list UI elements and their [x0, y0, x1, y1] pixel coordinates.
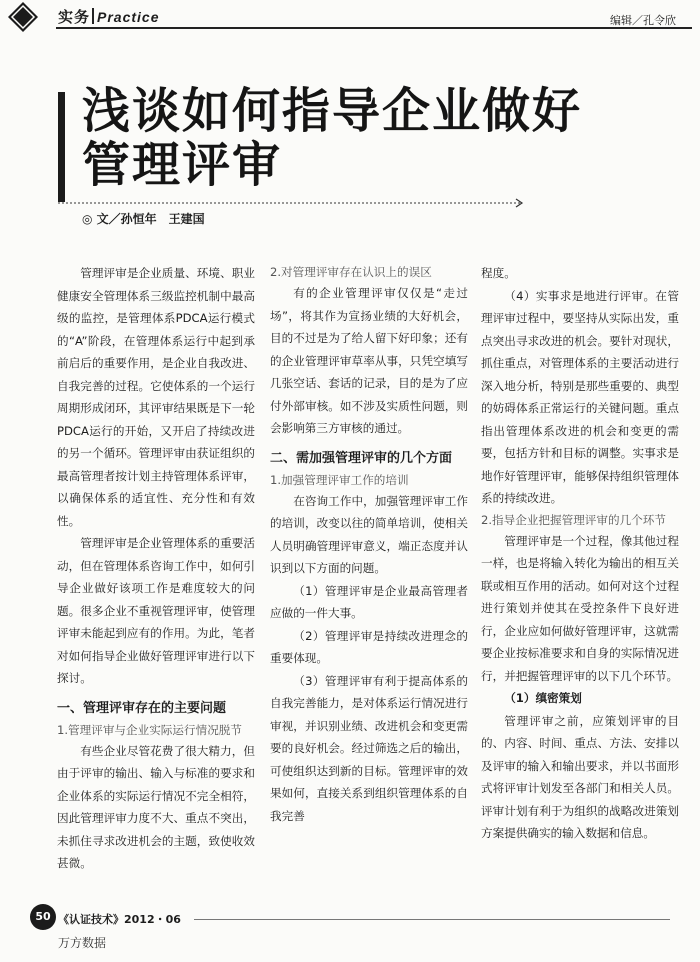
- title-accent-bar: [58, 92, 65, 202]
- section-label-en: Practice: [97, 9, 160, 25]
- paragraph: 有些企业尽管花费了很大精力，但由于评审的输出、输入与标准的要求和企业体系的实际运行情况不完全相符，因此管理评审力度不大、重点不突出，未抓住寻求改进机会的主题，致使收效甚微。: [57, 743, 255, 870]
- byline: ◎ 文／孙恒年 王建国: [82, 212, 205, 226]
- paragraph: 程度。: [481, 266, 516, 280]
- title-line-1: 浅谈如何指导企业做好: [82, 83, 583, 139]
- subsection-heading: （1）缜密策划: [504, 691, 582, 705]
- text-column-2: [270, 262, 468, 827]
- title-arrow-rule: [58, 198, 528, 208]
- article-title: [82, 84, 582, 192]
- header-rule: [56, 27, 692, 29]
- paragraph: 管理评审是企业管理体系的重要活动，但在管理体系咨询工作中，如何引导企业做好该项工作是难度较大的问题。很多企业不重视管理评审，使管理评审未能起到应有的作用。为此，笔者对如何指导企业做好管理评审进行以下探讨。: [57, 536, 255, 685]
- section-heading: 一、管理评审存在的主要问题: [57, 700, 227, 716]
- text-column-1: [57, 262, 255, 875]
- editor-credit: 编辑／孔令欣: [610, 14, 676, 27]
- journal-info: 《认证技术》2012・06: [58, 913, 181, 926]
- paragraph: （4）实事求是地进行评审。在管理评审过程中，要坚持从实际出发，重点突出寻求改进的机会。要针对现状，抓住重点，对管理体系的主要活动进行深入地分析，特别是那些重要的、典型的妨碍体系正常运行的关键问题。重点指出管理体系改进的机会和变更的需要，包括方针和目标的调整。实事求是地作好管理评审，能够保持组织管理体系的持续改进。: [481, 288, 679, 505]
- section-heading: 二、需加强管理评审的几个方面: [270, 450, 453, 466]
- paragraph: （1）管理评审是企业最高管理者应做的一件大事。: [270, 583, 468, 620]
- paragraph: 管理评审是一个过程，像其他过程一样，也是将输入转化为输出的相互关联或相互作用的活动。如何对这个过程进行策划并使其在受控条件下良好进行，企业应如何做好管理评审，这就需要企业按标准要求和自身的实际情况进行，并把握管理评审的以下几个环节。: [481, 533, 679, 683]
- watermark: 万方数据: [58, 936, 107, 950]
- section-marker-icon: [8, 2, 38, 32]
- paragraph: （2）管理评审是持续改进理念的重要体现。: [270, 628, 468, 665]
- paragraph: （3）管理评审有利于提高体系的自我完善能力，是对体系运行情况进行审视，并识别业绩、改进机会和变更需要的良好机会。经过筛选之后的输出，可使组织达到新的目标。管理评审的效果如何，直接关系到组织管理体系的自我完善: [270, 673, 468, 823]
- page-number: 50: [30, 904, 56, 930]
- subsection-heading: 2.对管理评审存在认识上的误区: [270, 265, 432, 279]
- section-divider: [92, 8, 94, 24]
- subsection-heading: 2.指导企业把握管理评审的几个环节: [481, 512, 666, 527]
- title-line-2: 管理评审: [82, 137, 283, 193]
- section-label-cn: 实务: [58, 8, 91, 26]
- footer-rule: [194, 919, 670, 920]
- paragraph: 管理评审之前，应策划评审的目的、内容、时间、重点、方法、安排以及评审的输入和输出要求，并以书面形式将评审计划发至各部门和相关人员。评审计划有利于为组织的战略改进策划方案提供确实的输入数据和信息。: [481, 713, 679, 840]
- section-label: [58, 6, 160, 27]
- text-column-3: [481, 262, 679, 845]
- subsection-heading: 1.加强管理评审工作的培训: [270, 472, 409, 487]
- subsection-heading: 1.管理评审与企业实际运行情况脱节: [57, 722, 242, 737]
- paragraph: 管理评审是企业质量、环境、职业健康安全管理体系三级监控机制中最高级的监控，是管理体系PDCA运行模式的“A”阶段，在管理体系运行中起到承前启后的重要作用，是企业自我改进、自我完善的过程。它使体系的一个运行周期形成闭环，其评审结果既是下一轮PDCA运行的开始，又开启了持续改进的另一个循环。管理评审由获证组织的最高管理者按计划主持管理体系评审，以确保体系的适宜性、充分性和有效性。: [57, 266, 255, 528]
- paragraph: 有的企业管理评审仅仅是“走过场”，将其作为宣扬业绩的大好机会，目的不过是为了给人留下好印象；还有的企业管理评审草率从事，只凭空填写几张空话、套话的记录，目的是为了应付外部审核。如不涉及实质性问题，则会影响第三方审核的通过。: [270, 286, 468, 435]
- paragraph: 在咨询工作中，加强管理评审工作的培训，改变以往的简单培训，使相关人员明确管理评审意义，端正态度并认识到以下方面的问题。: [270, 493, 468, 575]
